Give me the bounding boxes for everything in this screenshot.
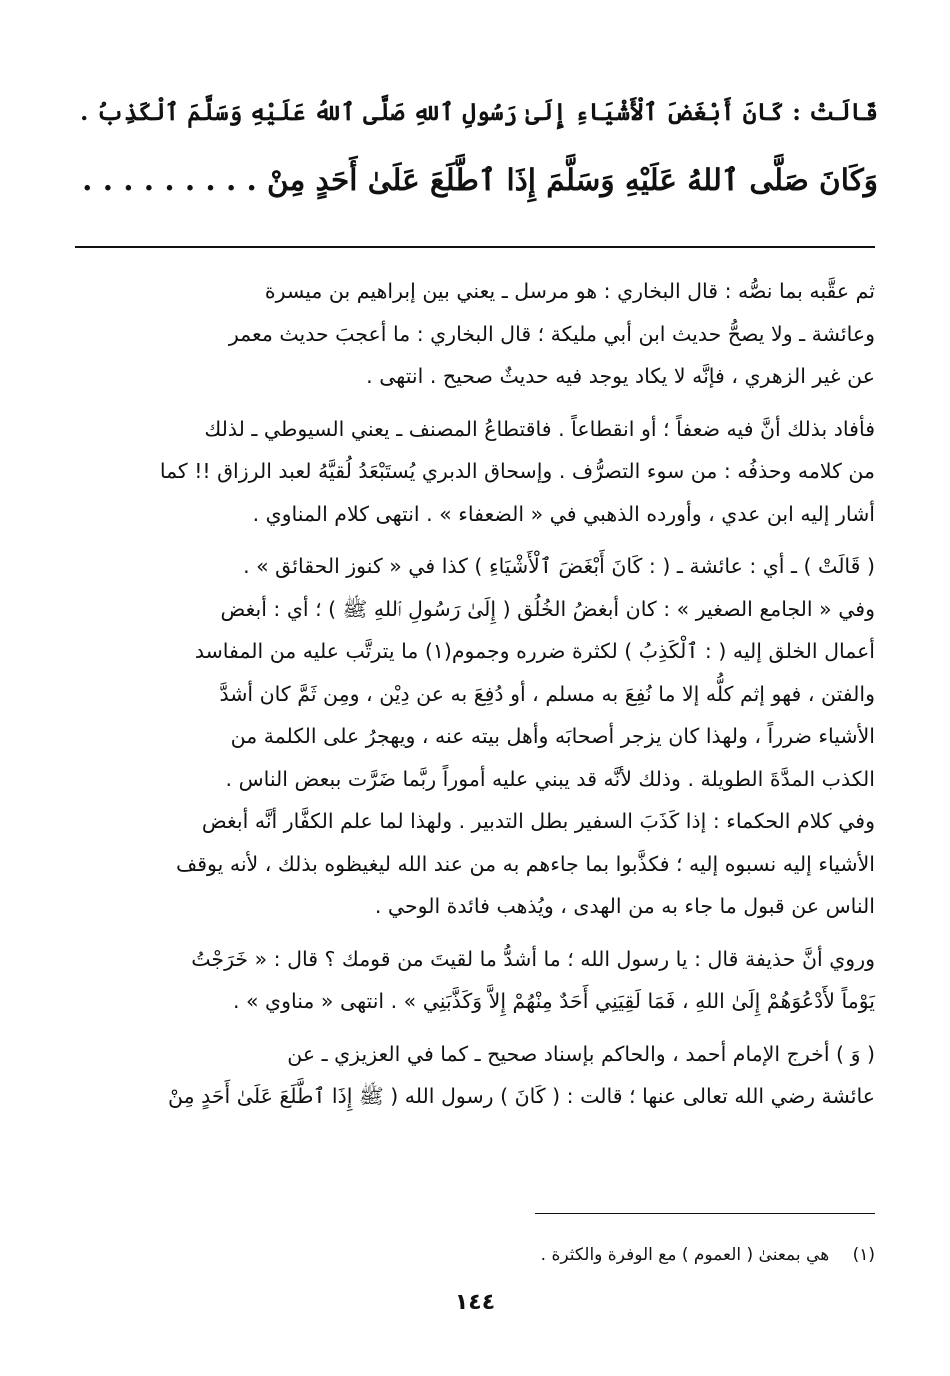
text-line: وروي أنَّ حذيفة قال : يا رسول الله ؛ ما أشدُّ ما لقيتَ من قومك ؟ قال : « خَرَجْتُ xyxy=(191,946,875,971)
text-line: الناس عن قبول ما جاء به من الهدى ، ويُذهب فائدة الوحي . xyxy=(374,894,875,918)
text-line: ( وَ ) أخرج الإمام أحمد ، والحاكم بإسناد صحيح ـ كما في العزيزي ـ عن xyxy=(287,1041,875,1066)
commentary-paragraph xyxy=(75,408,875,536)
footnote xyxy=(75,1242,875,1268)
text-line: أشار إليه ابن عدي ، وأورده الذهبي في « الضعفاء » . انتهى كلام المناوي . xyxy=(252,501,875,526)
matn-line: قَالَتْ : كَانَ أَبْغَضَ ٱلْأَشْيَاءِ إِلَىٰ رَسُولِ ٱللهِ صَلَّى ٱللهُ عَلَيْهِ وَسَلَّمَ ٱلْكَذِبُ . xyxy=(80,98,878,126)
commentary-paragraph xyxy=(75,938,875,1023)
footnote-number: (١) xyxy=(852,1245,875,1265)
commentary-paragraph xyxy=(75,1033,875,1118)
matn-separator-rule xyxy=(75,246,875,248)
text-line: ( قَالَتْ ) ـ أي : عائشة ـ ( : كَانَ أَبْغَضَ ٱلْأَشْيَاءِ ) كذا في « كنوز الحقائق » . xyxy=(243,554,875,578)
text-line: أعمال الخلق إليه ( : ٱلْكَذِبُ ) لكثرة ضرره وجموم(١) ما يترتَّب عليه من المفاسد xyxy=(194,639,875,663)
commentary-paragraph xyxy=(75,545,875,928)
page-number: ١٤٤ xyxy=(454,1290,496,1315)
text-line: الأشياء ضرراً ، ولهذا كان يزجر أصحابَه وأهل بيته عنه ، ويهجرُ على الكلمة من xyxy=(230,724,875,748)
text-line: ثم عقَّبه بما نصُّه : قال البخاري : هو مرسل ـ يعني بين إبراهيم بن ميسرة xyxy=(264,279,875,303)
commentary-paragraph xyxy=(75,270,875,398)
text-line: فأفاد بذلك أنَّ فيه ضعفاً ؛ أو انقطاعاً . فاقتطاعُ المصنف ـ يعني السيوطي ـ لذلك xyxy=(204,416,875,441)
text-line: عائشة رضي الله تعالى عنها ؛ قالت : ( كَانَ ) رسول الله ( ﷺ إِذَا ٱطَّلَعَ عَلَىٰ أَحَدٍ مِنْ xyxy=(168,1084,875,1108)
text-line: عن غير الزهري ، فإنَّه لا يكاد يوجد فيه حديثٌ صحيح . انتهى . xyxy=(366,364,875,388)
text-line: والفتن ، فهو إثم كلُّه إلا ما نُفِعَ به مسلم ، أو دُفِعَ به عن دِيْن ، ومِن ثَمَّ كان أشدَّ xyxy=(219,681,875,706)
footnote-separator-rule xyxy=(535,1213,875,1214)
commentary-text xyxy=(75,270,875,1128)
matn-line: وَكَانَ صَلَّى ٱللهُ عَلَيْهِ وَسَلَّمَ إِذَا ٱطَّلَعَ عَلَىٰ أَحَدٍ مِنْ . . . . . . . . . xyxy=(82,162,878,197)
footnote-text: هي بمعنىٰ ( العموم ) مع الوفرة والكثرة . xyxy=(540,1245,830,1265)
text-line: وعائشة ـ ولا يصحُّ حديث ابن أبي مليكة ؛ قال البخاري : ما أعجبَ حديث معمر xyxy=(228,321,875,346)
text-line: الأشياء إليه نسبوه إليه ؛ فكذَّبوا بما جاءهم به من عند الله ليغيظوه بذلك ، لأنه يوقف xyxy=(176,851,875,876)
text-line: من كلامه وحذفُه : من سوء التصرُّف . وإسحاق الدبري يُستَبْعَدُ لُقيَّهُ لعبد الرزاق !! كما xyxy=(159,459,875,483)
text-line: وفي « الجامع الصغير » : كان أبغضُ الخُلُق ( إِلَىٰ رَسُولِ ٱللهِ ﷺ ) ؛ أي : أبغض xyxy=(220,596,875,621)
matn-text xyxy=(72,78,878,214)
text-line: يَوْماً لأَدْعُوَهُمْ إِلَىٰ اللهِ ، فَمَا لَقِيَنِي أَحَدٌ مِنْهُمْ إِلاَّ وَكَذَّبَنِي » . انتهى « مناوي » . xyxy=(232,989,875,1013)
text-line: وفي كلام الحكماء : إذا كَذَبَ السفير بطل التدبير . ولهذا لما علم الكفَّار أنَّه أبغض xyxy=(201,809,875,833)
text-line: الكذب المدَّةَ الطويلة . وذلك لأنَّه قد يبني عليه أموراً ربَّما ضَرَّت ببعض الناس . xyxy=(225,766,875,791)
